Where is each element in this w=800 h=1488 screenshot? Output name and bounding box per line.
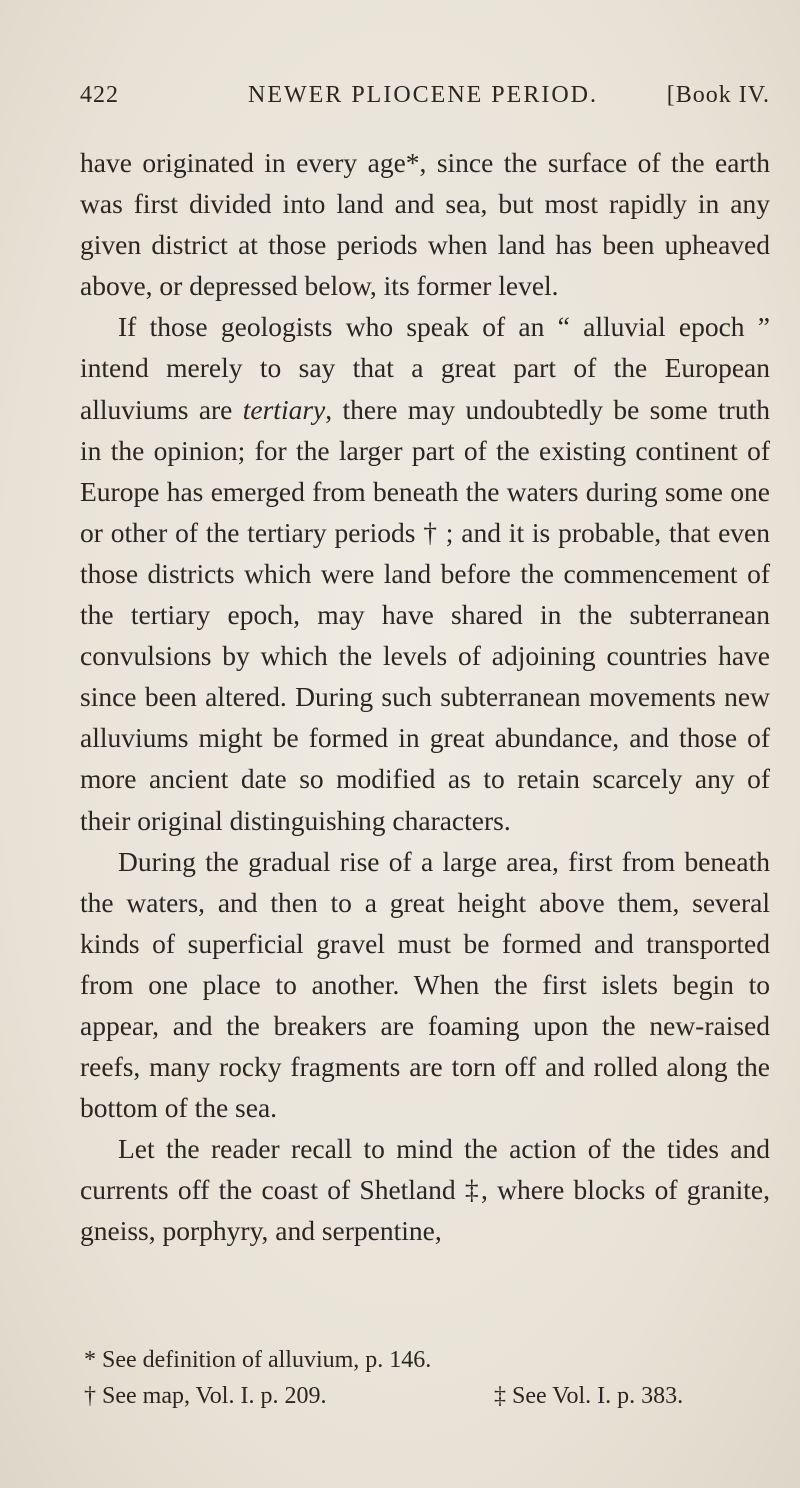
footnote-double-dagger: ‡ See Vol. I. p. 383. — [494, 1383, 684, 1409]
paragraph-2-start: If those geologists who speak of an “ alluvial epoch ” intend merely to say that a great part of the European alluviums are — [80, 311, 770, 425]
footnote-row — [84, 1378, 770, 1414]
paragraph-3: During the gradual rise of a large area, first from beneath the waters, and then to a great height above them, several kinds of superficial gravel must be formed and transported from one place to another. When the first islets begin to appear, and the breakers are foaming upon the new-raised reefs, many rocky fragments are torn off and rolled along the bottom of the sea. — [80, 845, 770, 1124]
running-title: NEWER PLIOCENE PERIOD. — [248, 82, 598, 108]
page-number: 422 — [80, 82, 119, 108]
footnotes — [84, 1342, 770, 1414]
footnote-dagger: † See map, Vol. I. p. 209. — [84, 1383, 327, 1409]
book-reference: [Book IV. — [666, 82, 770, 108]
paragraph-1: have originated in every age*, since the surface of the earth was first divided into land and sea, but most rapidly in any given district at those periods when land has been upheaved above, or depressed below, its former level. — [80, 147, 770, 302]
paragraph-2-rest: , there may undoubtedly be some truth in the opinion; for the larger part of the existing continent of Europe has emerged from beneath the waters during some one or other of the tertiary periods † ; and it is probable, that even those districts which were land before the commencement of the tertiary epoch, may have shared in the subterranean convulsions by which the levels of adjoining countries have since been altered. During such subterranean movements new alluviums might be formed in great abundance, and those of more ancient date so modified as to retain scarcely any of their original distinguishing characters. — [80, 393, 770, 836]
paragraph-2-emphasis: tertiary — [242, 393, 326, 425]
running-head — [80, 82, 770, 118]
paragraph-4: Let the reader recall to mind the action of the tides and currents off the coast of Shetland ‡, where blocks of granite, gneiss, porphyry, and serpentine, — [80, 1133, 770, 1247]
paragraph-2 — [80, 306, 770, 840]
body-text — [80, 142, 770, 1252]
footnote-star: * See definition of alluvium, p. 146. — [84, 1347, 432, 1373]
